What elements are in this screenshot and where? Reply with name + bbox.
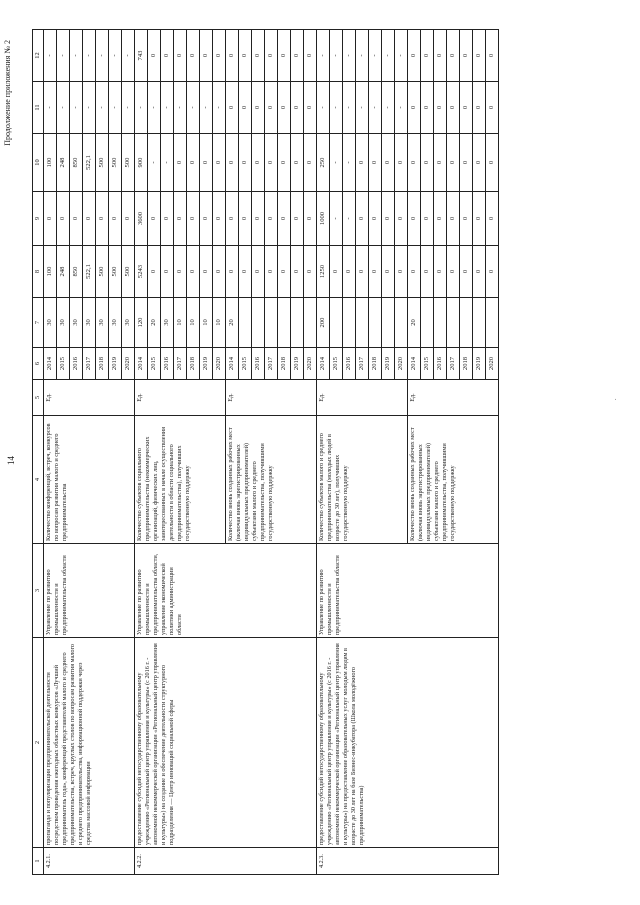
value-cell: 500: [96, 246, 109, 298]
value-cell: 0: [239, 246, 252, 298]
value-cell: 900: [135, 134, 148, 192]
executor: Управление по развитию промышленности и предпринимательства области: [44, 544, 135, 638]
value-cell: 0: [486, 82, 499, 134]
value-cell: 0: [122, 192, 135, 246]
value-cell: 522,1: [83, 134, 96, 192]
indicator-name: Количество субъектов малого и среднего предпринимательства (молодых людей в возрасте до 30 лет), получивших государственную поддержку: [317, 416, 408, 544]
value-cell: 0: [109, 192, 122, 246]
value-cell: 1000: [317, 192, 330, 246]
value-cell: 0: [252, 134, 265, 192]
unit: Ед.: [317, 380, 408, 416]
header-cell: 10: [33, 134, 44, 192]
value-cell: 0: [291, 246, 304, 298]
value-cell: 0: [239, 134, 252, 192]
year-cell: 2015: [421, 348, 434, 380]
value-cell: -: [122, 82, 135, 134]
value-cell: -: [174, 82, 187, 134]
executor: Управление по развитию промышленности и предпринимательства области: [317, 544, 499, 638]
value-cell: 248: [57, 246, 70, 298]
value-cell: -: [122, 30, 135, 82]
header-cell: 12: [33, 30, 44, 82]
value-cell: -: [70, 82, 83, 134]
value-cell: -: [330, 134, 343, 192]
value-cell: 0: [408, 246, 421, 298]
value-cell: -: [395, 30, 408, 82]
value-cell: 30: [83, 298, 96, 348]
row-number: 4.2.2.: [135, 848, 317, 875]
header-row: [33, 30, 44, 875]
value-cell: 0: [369, 192, 382, 246]
value-cell: [421, 298, 434, 348]
year-cell: 2014: [135, 348, 148, 380]
value-cell: 0: [265, 30, 278, 82]
value-cell: 0: [213, 134, 226, 192]
value-cell: 0: [421, 30, 434, 82]
value-cell: [265, 298, 278, 348]
value-cell: -: [57, 82, 70, 134]
year-cell: 2019: [291, 348, 304, 380]
value-cell: [382, 298, 395, 348]
executor: Управление по развитию промышленности и предпринимательства области, управление экономической политики администрации области: [135, 544, 317, 638]
year-cell: 2019: [109, 348, 122, 380]
value-cell: 30: [44, 298, 57, 348]
value-cell: -: [200, 82, 213, 134]
value-cell: 0: [473, 82, 486, 134]
value-cell: -: [330, 30, 343, 82]
value-cell: 0: [434, 82, 447, 134]
activity-description: предоставление субсидий негосударственному образовательному учреждению «Региональный центр управления и культуры» (с 2016 г. - автономной некоммерческой организации «Региональный центр управления и культуры») на предоставление образовательных услуг молодым людям в возрасте до 30 лет на базе Бизнес-инкубатора (Школа молодёжного предпринимательства): [317, 638, 499, 848]
year-cell: 2016: [434, 348, 447, 380]
value-cell: [447, 298, 460, 348]
value-cell: 248: [57, 134, 70, 192]
value-cell: -: [369, 30, 382, 82]
value-cell: 0: [148, 246, 161, 298]
value-cell: 0: [421, 134, 434, 192]
year-cell: 2016: [252, 348, 265, 380]
value-cell: 250: [317, 134, 330, 192]
value-cell: 0: [265, 134, 278, 192]
program-table: [32, 29, 499, 875]
value-cell: -: [96, 82, 109, 134]
value-cell: 0: [239, 192, 252, 246]
value-cell: 743: [135, 30, 148, 82]
value-cell: 0: [239, 82, 252, 134]
value-cell: [291, 298, 304, 348]
value-cell: -: [83, 30, 96, 82]
year-cell: 2015: [239, 348, 252, 380]
value-cell: 0: [408, 30, 421, 82]
value-cell: [239, 298, 252, 348]
year-cell: 2018: [96, 348, 109, 380]
activity-description: предоставление субсидий негосударственному образовательному учреждению «Региональный центр управления и культуры» (с 2016 г. - автономной некоммерческой организации «Региональный центр управления и культуры») на создание и обеспечение деятельности структурного подразделения — Центр инноваций социальной сферы: [135, 638, 317, 848]
value-cell: 0: [291, 30, 304, 82]
year-cell: 2017: [265, 348, 278, 380]
value-cell: 0: [486, 192, 499, 246]
value-cell: 0: [226, 246, 239, 298]
value-cell: 500: [109, 134, 122, 192]
value-cell: 0: [434, 134, 447, 192]
header-cell: 7: [33, 298, 44, 348]
value-cell: 0: [382, 134, 395, 192]
value-cell: -: [96, 30, 109, 82]
value-cell: 500: [96, 134, 109, 192]
value-cell: 0: [382, 246, 395, 298]
value-cell: 0: [408, 192, 421, 246]
value-cell: 0: [421, 246, 434, 298]
value-cell: -: [109, 82, 122, 134]
value-cell: -: [161, 82, 174, 134]
value-cell: 0: [421, 192, 434, 246]
year-cell: 2017: [356, 348, 369, 380]
value-cell: 0: [356, 192, 369, 246]
value-cell: 0: [486, 246, 499, 298]
value-cell: 0: [356, 134, 369, 192]
table-row: [135, 30, 148, 875]
year-cell: 2015: [148, 348, 161, 380]
value-cell: 0: [96, 192, 109, 246]
value-cell: 1250: [317, 246, 330, 298]
value-cell: -: [343, 30, 356, 82]
value-cell: 0: [161, 246, 174, 298]
value-cell: 0: [382, 192, 395, 246]
value-cell: -: [343, 134, 356, 192]
value-cell: -: [382, 82, 395, 134]
value-cell: 10: [187, 298, 200, 348]
value-cell: 0: [44, 192, 57, 246]
value-cell: 0: [395, 134, 408, 192]
value-cell: 0: [200, 246, 213, 298]
value-cell: -: [356, 82, 369, 134]
value-cell: -: [70, 30, 83, 82]
value-cell: 0: [161, 30, 174, 82]
value-cell: 0: [265, 82, 278, 134]
value-cell: 3600: [135, 192, 148, 246]
value-cell: 0: [304, 82, 317, 134]
value-cell: [304, 298, 317, 348]
value-cell: -: [148, 82, 161, 134]
value-cell: 0: [161, 192, 174, 246]
value-cell: 0: [460, 82, 473, 134]
value-cell: 0: [304, 192, 317, 246]
value-cell: 20: [226, 298, 239, 348]
value-cell: 20: [408, 298, 421, 348]
year-cell: 2015: [57, 348, 70, 380]
value-cell: -: [44, 82, 57, 134]
value-cell: -: [44, 30, 57, 82]
value-cell: 0: [473, 134, 486, 192]
value-cell: 0: [226, 30, 239, 82]
value-cell: -: [57, 30, 70, 82]
value-cell: -: [356, 30, 369, 82]
value-cell: 0: [473, 246, 486, 298]
value-cell: 0: [421, 82, 434, 134]
value-cell: 0: [174, 30, 187, 82]
value-cell: [278, 298, 291, 348]
value-cell: 0: [369, 134, 382, 192]
year-cell: 2015: [330, 348, 343, 380]
value-cell: [473, 298, 486, 348]
value-cell: 0: [200, 30, 213, 82]
value-cell: [395, 298, 408, 348]
value-cell: -: [161, 134, 174, 192]
header-cell: 3: [33, 544, 44, 638]
value-cell: [460, 298, 473, 348]
value-cell: -: [382, 30, 395, 82]
value-cell: 0: [369, 246, 382, 298]
value-cell: -: [330, 192, 343, 246]
scan-speck: .: [612, 398, 618, 400]
annex-label: Продолжение приложения № 2: [3, 40, 12, 146]
value-cell: -: [369, 82, 382, 134]
value-cell: 850: [70, 246, 83, 298]
value-cell: 0: [187, 246, 200, 298]
value-cell: 0: [187, 192, 200, 246]
value-cell: 0: [265, 192, 278, 246]
value-cell: 0: [395, 246, 408, 298]
value-cell: 0: [291, 82, 304, 134]
value-cell: 30: [161, 298, 174, 348]
value-cell: 30: [109, 298, 122, 348]
value-cell: 30: [70, 298, 83, 348]
year-cell: 2019: [382, 348, 395, 380]
indicator-name: Количество конференций, встреч, конкурсов по вопросам развития малого и среднего предпринимательства: [44, 416, 135, 544]
value-cell: -: [317, 82, 330, 134]
value-cell: -: [187, 82, 200, 134]
year-cell: 2020: [213, 348, 226, 380]
value-cell: 0: [460, 30, 473, 82]
value-cell: [486, 298, 499, 348]
value-cell: -: [317, 30, 330, 82]
value-cell: 0: [278, 246, 291, 298]
value-cell: 0: [200, 134, 213, 192]
year-cell: 2018: [187, 348, 200, 380]
value-cell: 0: [486, 134, 499, 192]
value-cell: 0: [447, 134, 460, 192]
value-cell: 0: [395, 192, 408, 246]
value-cell: 0: [174, 246, 187, 298]
value-cell: 10: [200, 298, 213, 348]
value-cell: 850: [70, 134, 83, 192]
value-cell: -: [343, 192, 356, 246]
value-cell: 5243: [135, 246, 148, 298]
value-cell: 0: [239, 30, 252, 82]
value-cell: 30: [122, 298, 135, 348]
header-cell: 11: [33, 82, 44, 134]
value-cell: 0: [252, 192, 265, 246]
value-cell: -: [343, 82, 356, 134]
value-cell: 200: [317, 298, 330, 348]
header-cell: 1: [33, 848, 44, 875]
value-cell: -: [395, 82, 408, 134]
value-cell: 10: [213, 298, 226, 348]
header-cell: 9: [33, 192, 44, 246]
header-cell: 2: [33, 638, 44, 848]
year-cell: 2014: [226, 348, 239, 380]
value-cell: 0: [447, 192, 460, 246]
value-cell: 0: [291, 192, 304, 246]
indicator-name: Количество субъектов социального предпринимательства (некоммерческих организаций, физических лиц, заинтересованных в начале осуществления деятельности в области социального предпринимательства), получивших государственную поддержку: [135, 416, 226, 544]
value-cell: 20: [148, 298, 161, 348]
year-cell: 2017: [174, 348, 187, 380]
value-cell: 0: [70, 192, 83, 246]
value-cell: 0: [278, 192, 291, 246]
year-cell: 2016: [161, 348, 174, 380]
value-cell: 0: [356, 246, 369, 298]
year-cell: 2017: [447, 348, 460, 380]
unit: Ед.: [226, 380, 317, 416]
value-cell: 0: [226, 134, 239, 192]
value-cell: 0: [213, 192, 226, 246]
unit: Ед.: [408, 380, 499, 416]
value-cell: 0: [291, 134, 304, 192]
value-cell: 0: [460, 192, 473, 246]
year-cell: 2016: [70, 348, 83, 380]
value-cell: 0: [304, 30, 317, 82]
year-cell: 2019: [473, 348, 486, 380]
header-cell: 5: [33, 380, 44, 416]
value-cell: [434, 298, 447, 348]
year-cell: 2020: [395, 348, 408, 380]
value-cell: -: [83, 82, 96, 134]
table-row: [317, 30, 330, 875]
indicator-name: Количество вновь созданных рабочих мест (включая вновь зарегистрированных индивидуальных предпринимателей) субъектами малого и среднего предпринимательства, получившими государственную поддержку: [226, 416, 317, 544]
row-number: 4.2.3.: [317, 848, 499, 875]
value-cell: 500: [122, 134, 135, 192]
value-cell: [330, 298, 343, 348]
indicator-name: Количество вновь созданных рабочих мест (включая вновь зарегистрированных индивидуальных предпринимателей) субъектами малого и среднего предпринимательства, получившими государственную поддержку: [408, 416, 499, 544]
value-cell: 30: [96, 298, 109, 348]
value-cell: 0: [473, 192, 486, 246]
value-cell: 0: [473, 30, 486, 82]
value-cell: 0: [278, 134, 291, 192]
value-cell: 0: [226, 82, 239, 134]
year-cell: 2020: [122, 348, 135, 380]
value-cell: 30: [57, 298, 70, 348]
year-cell: 2020: [486, 348, 499, 380]
value-cell: 100: [44, 134, 57, 192]
year-cell: 2017: [83, 348, 96, 380]
header-cell: 4: [33, 416, 44, 544]
value-cell: -: [109, 30, 122, 82]
value-cell: 0: [148, 192, 161, 246]
value-cell: 0: [447, 82, 460, 134]
value-cell: 0: [83, 192, 96, 246]
value-cell: 100: [44, 246, 57, 298]
value-cell: 0: [460, 134, 473, 192]
unit: Ед.: [135, 380, 226, 416]
value-cell: 0: [265, 246, 278, 298]
value-cell: 0: [187, 134, 200, 192]
value-cell: [252, 298, 265, 348]
value-cell: 0: [486, 30, 499, 82]
value-cell: 0: [330, 246, 343, 298]
value-cell: 0: [434, 192, 447, 246]
year-cell: 2018: [460, 348, 473, 380]
value-cell: 0: [408, 134, 421, 192]
value-cell: 0: [278, 82, 291, 134]
value-cell: -: [135, 82, 148, 134]
value-cell: 0: [213, 246, 226, 298]
value-cell: 500: [122, 246, 135, 298]
year-cell: 2018: [369, 348, 382, 380]
value-cell: 0: [252, 246, 265, 298]
value-cell: 0: [434, 246, 447, 298]
value-cell: [356, 298, 369, 348]
year-cell: 2016: [343, 348, 356, 380]
table-row: [44, 30, 57, 875]
value-cell: 0: [200, 192, 213, 246]
year-cell: 2014: [317, 348, 330, 380]
header-cell: 6: [33, 348, 44, 380]
year-cell: 2018: [278, 348, 291, 380]
value-cell: -: [148, 134, 161, 192]
value-cell: 0: [174, 192, 187, 246]
unit: Ед.: [44, 380, 135, 416]
page-number: 14: [6, 456, 16, 465]
value-cell: 0: [343, 246, 356, 298]
value-cell: 0: [408, 82, 421, 134]
value-cell: 0: [434, 30, 447, 82]
value-cell: 0: [148, 30, 161, 82]
value-cell: 0: [226, 192, 239, 246]
value-cell: 0: [252, 30, 265, 82]
header-cell: 8: [33, 246, 44, 298]
value-cell: 0: [213, 30, 226, 82]
value-cell: 0: [447, 30, 460, 82]
value-cell: 0: [252, 82, 265, 134]
value-cell: -: [330, 82, 343, 134]
year-cell: 2019: [200, 348, 213, 380]
value-cell: 0: [187, 30, 200, 82]
row-number: 4.2.1.: [44, 848, 135, 875]
value-cell: [369, 298, 382, 348]
activity-description: пропаганда и популяризация предпринимательской деятельности посредством проведения ежегодных областных конкурсов «Лучший предприниматель года», конференций представителей малого и среднего предпринимательства, встреч, круглых столов по вопросам развития малого и среднего предпринимательства, информационной поддержки через средства массовой информации: [44, 638, 135, 848]
value-cell: 0: [57, 192, 70, 246]
value-cell: 500: [109, 246, 122, 298]
value-cell: 0: [460, 246, 473, 298]
value-cell: -: [213, 82, 226, 134]
value-cell: 522,1: [83, 246, 96, 298]
year-cell: 2014: [408, 348, 421, 380]
value-cell: 10: [174, 298, 187, 348]
year-cell: 2020: [304, 348, 317, 380]
value-cell: [343, 298, 356, 348]
table-body: [33, 30, 499, 875]
year-cell: 2014: [44, 348, 57, 380]
value-cell: 0: [447, 246, 460, 298]
value-cell: 0: [174, 134, 187, 192]
value-cell: 0: [278, 30, 291, 82]
value-cell: 120: [135, 298, 148, 348]
value-cell: 0: [304, 246, 317, 298]
value-cell: 0: [304, 134, 317, 192]
